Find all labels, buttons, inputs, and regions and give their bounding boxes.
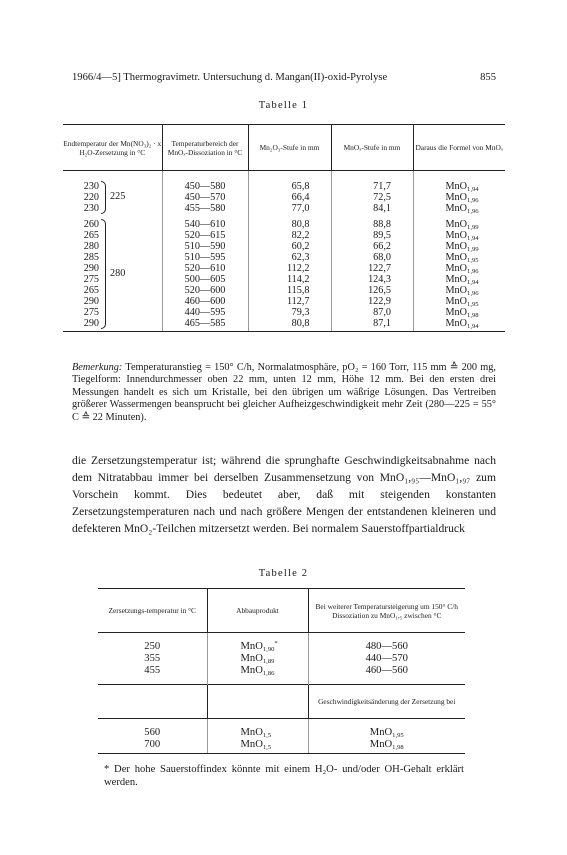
formula-base: MnO — [240, 640, 263, 652]
table-row — [63, 307, 505, 318]
rate-change-cell — [308, 739, 465, 754]
end-temp-cell — [63, 318, 162, 332]
table-row — [98, 665, 465, 677]
table2-spacer — [98, 719, 465, 727]
product-formula — [208, 653, 275, 665]
mn2o3-cell — [248, 181, 331, 192]
table-row — [63, 230, 505, 241]
table1-header-row — [63, 125, 505, 171]
table1-header-end-temp: Endtemperatur der Mn(NO₃)₂ · x H₂O-Zersetzung in °C — [63, 125, 162, 171]
mn2o3-value: 79,3 — [291, 306, 310, 318]
mnox-value: 71,7 — [373, 180, 391, 192]
mn2o3-cell — [248, 230, 331, 241]
mnox-value: 72,5 — [373, 191, 391, 203]
table2-spacer — [98, 633, 465, 641]
end-temp-cell — [63, 285, 162, 296]
range-cell: 500—605 — [162, 274, 248, 285]
table-row — [63, 274, 505, 285]
end-temp: 265 — [83, 229, 99, 241]
mnox-cell — [331, 274, 413, 285]
table2-subheader-row — [98, 685, 465, 719]
end-temp: 290 — [83, 317, 99, 329]
formula-base: MnO — [445, 240, 468, 252]
mnox-cell — [331, 296, 413, 307]
table1-note — [72, 362, 496, 424]
formula-base: MnO — [369, 726, 393, 738]
mnox-value: 124,3 — [368, 273, 391, 285]
table-row — [63, 181, 505, 192]
mnox-value: 87,1 — [373, 317, 391, 329]
formula-index: 1,99 — [467, 223, 479, 231]
dissociation-cell: 460—560 — [308, 665, 465, 677]
table-row — [63, 318, 505, 332]
mnox-cell — [331, 192, 413, 203]
table2-header-dissociation: Bei weiterer Temperatursteigerung um 150° C/h Dissoziation zu MnO₁,₅ zwischen °C — [308, 589, 465, 633]
range-cell: 510—595 — [162, 252, 248, 263]
table1-header-mnox: MnOₓ-Stufe in mm — [331, 125, 413, 171]
formula-base: MnO — [445, 202, 468, 214]
end-temp-cell — [63, 263, 162, 274]
formula-cell — [413, 263, 505, 274]
range-cell: 465—585 — [162, 318, 248, 332]
table-row — [63, 252, 505, 263]
range-cell: 455—580 — [162, 203, 248, 214]
formula-base: MnO — [445, 273, 468, 285]
table-row — [63, 285, 505, 296]
formula-cell — [413, 296, 505, 307]
end-temp: 230 — [83, 202, 99, 214]
mnox-cell — [331, 252, 413, 263]
end-temp-cell — [63, 252, 162, 263]
mn2o3-value: 60,2 — [291, 240, 310, 252]
range-cell: 450—580 — [162, 181, 248, 192]
range-cell: 520—610 — [162, 263, 248, 274]
mnox-value: 84,1 — [373, 202, 391, 214]
mn2o3-value: 62,3 — [291, 251, 310, 263]
formula-index: 1,94 — [467, 185, 479, 193]
end-temp: 290 — [83, 295, 99, 307]
formula-base: MnO — [445, 295, 468, 307]
group-temp: 280 — [110, 267, 126, 279]
mnox-cell — [331, 263, 413, 274]
formula-index: 1,5 — [262, 743, 272, 751]
mnox-cell — [331, 230, 413, 241]
mn2o3-value: 80,8 — [291, 218, 310, 230]
mn2o3-cell — [248, 203, 331, 214]
formula-base: MnO — [369, 738, 393, 750]
end-temp: 275 — [83, 306, 99, 318]
formula-index: 1,94 — [467, 234, 479, 242]
mnox-cell — [331, 241, 413, 252]
table-row — [63, 203, 505, 214]
mnox-cell — [331, 181, 413, 192]
end-temp-cell — [63, 241, 162, 252]
running-header — [72, 72, 496, 83]
formula-cell — [413, 181, 505, 192]
mn2o3-cell — [248, 219, 331, 230]
formula-base: MnO — [445, 229, 468, 241]
table2-header-product: Abbauprodukt — [207, 589, 308, 633]
formula-index: 1,95 — [392, 731, 404, 739]
mn2o3-value: 66,4 — [291, 191, 310, 203]
mn2o3-cell — [248, 241, 331, 252]
formula-cell — [413, 318, 505, 332]
table-row — [98, 641, 465, 653]
body-text — [72, 452, 496, 537]
formula-index: 1,96 — [467, 207, 479, 215]
mn2o3-value: 65,8 — [291, 180, 310, 192]
note-text: Temperaturanstieg = 150° C/h, Normalatmosphäre, pO₂ = 160 Torr, 115 mm ≙ 200 mg, Tiegelform: Innendurchmesser oben 22 mm, unten 12 mm, Höhe 12 mm. Bei den ersten drei Messungen handelt es sich um Kristalle, bei den übrigen um wäßrige Lösungen. Das Vertreiben größerer Wassermengen beansprucht bei gleicher Aufheizgeschwindigkeit mehr Zeit (280—225 = 55° C ≙ 22 Minuten). — [72, 362, 496, 423]
mnox-cell — [331, 307, 413, 318]
range-cell: 450—570 — [162, 192, 248, 203]
temp-cell: 560 — [144, 726, 161, 738]
table1-caption: Tabelle 1 — [258, 100, 309, 111]
mnox-value: 68,0 — [373, 251, 391, 263]
table2-header-row — [98, 589, 465, 633]
mn2o3-cell — [248, 263, 331, 274]
mn2o3-cell — [248, 192, 331, 203]
table1-header-range: Temperaturbereich der MnOₓ-Dissoziation in °C — [162, 125, 248, 171]
formula-base: MnO — [445, 262, 468, 274]
temp-cell: 455 — [144, 664, 161, 676]
mnox-value: 66,2 — [373, 240, 391, 252]
formula-cell — [413, 241, 505, 252]
mn2o3-cell — [248, 252, 331, 263]
formula-base: MnO — [240, 738, 263, 750]
formula-cell — [413, 192, 505, 203]
footnote-mark: * — [274, 639, 278, 647]
mnox-value: 122,7 — [368, 262, 391, 274]
mn2o3-cell — [248, 285, 331, 296]
table-row — [98, 653, 465, 665]
table-row — [98, 739, 465, 754]
table1-header-mn2o3: Mn₂O₃-Stufe in mm — [248, 125, 331, 171]
mn2o3-value: 80,8 — [291, 317, 310, 329]
body-paragraph: die Zersetzungstemperatur ist; während die sprunghafte Geschwindigkeitsabnahme nach dem Nitratabbau immer bei derselben Zusammensetzung von MnO₁,₉₅—MnO₁,₉₇ zum Vorschein kommt. Dies bedeutet aber, daß mit steigenden konstanten Zersetzungstemperaturen nach und nach größere Mengen der entstandenen kleineren und defekteren MnO₂-Teilchen mitzersetzt werden. Bei normalem Sauerstoffpartialdruck — [72, 454, 496, 535]
range-cell: 460—600 — [162, 296, 248, 307]
formula-base: MnO — [445, 251, 468, 263]
mn2o3-value: 114,2 — [286, 273, 310, 285]
mn2o3-cell — [248, 274, 331, 285]
formula-base: MnO — [445, 218, 468, 230]
table1-spacer — [63, 171, 505, 181]
table-row — [63, 219, 505, 230]
formula-base: MnO — [445, 284, 468, 296]
mnox-cell — [331, 203, 413, 214]
product-cell — [207, 739, 308, 754]
temp-cell: 355 — [144, 652, 161, 664]
product-formula — [208, 665, 275, 677]
table-row — [63, 263, 505, 274]
formula-index: 1,96 — [467, 267, 479, 275]
empty-cell — [207, 685, 308, 719]
formula-cell — [413, 274, 505, 285]
end-temp: 260 — [83, 218, 99, 230]
table-row — [63, 296, 505, 307]
formula-index: 1,94 — [467, 322, 479, 330]
mn2o3-value: 77,0 — [291, 202, 310, 214]
end-temp: 275 — [83, 273, 99, 285]
mnox-value: 87,0 — [373, 306, 391, 318]
formula-index: 1,89 — [262, 657, 275, 665]
end-temp: 230 — [83, 180, 99, 192]
temp-cell: 250 — [144, 640, 161, 652]
product-cell — [207, 653, 308, 665]
table-row — [98, 727, 465, 739]
product-cell — [207, 665, 308, 677]
formula-index: 1,96 — [467, 289, 479, 297]
formula-base: MnO — [445, 306, 468, 318]
formula-index: 1,5 — [262, 731, 272, 739]
formula-cell — [413, 203, 505, 214]
mnox-value: 89,5 — [373, 229, 391, 241]
table1 — [63, 124, 505, 332]
formula-index: 1,95 — [467, 256, 479, 264]
range-cell: 520—600 — [162, 285, 248, 296]
formula-index: 1,86 — [262, 669, 275, 677]
formula-index: 1,99 — [467, 245, 479, 253]
end-temp-cell — [63, 274, 162, 285]
table2-header-temp: Zersetzungs-temperatur in °C — [98, 589, 207, 633]
formula-index: 1,94 — [467, 278, 479, 286]
table2-caption: Tabelle 2 — [258, 568, 309, 579]
mnox-value: 88,8 — [373, 218, 391, 230]
group-temp: 225 — [110, 191, 126, 202]
formula-base: MnO — [445, 191, 468, 203]
table1-header-formula: Daraus die Formel von MnOₓ — [413, 125, 505, 171]
formula-index: 1,96 — [467, 196, 479, 204]
note-label: Bemerkung: — [72, 362, 123, 373]
mn2o3-cell — [248, 318, 331, 332]
mnox-value: 122,9 — [368, 295, 391, 307]
formula-index: 1,98 — [392, 743, 404, 751]
mn2o3-value: 112,2 — [286, 262, 310, 274]
mnox-cell — [331, 285, 413, 296]
end-temp: 220 — [83, 191, 99, 203]
formula-cell — [413, 230, 505, 241]
formula-index: 1,98 — [467, 311, 479, 319]
end-temp-cell — [63, 307, 162, 318]
mn2o3-value: 82,2 — [291, 229, 310, 241]
product-formula — [208, 727, 272, 739]
mnox-value: 126,5 — [368, 284, 391, 296]
mnox-cell — [331, 219, 413, 230]
formula-base: MnO — [445, 317, 468, 329]
range-cell: 440—595 — [162, 307, 248, 318]
empty-cell — [98, 685, 207, 719]
formula-base: MnO — [240, 726, 263, 738]
range-cell: 510—590 — [162, 241, 248, 252]
page-number: 855 — [480, 72, 496, 83]
formula-cell — [413, 285, 505, 296]
end-temp: 265 — [83, 284, 99, 296]
dissociation-cell: 440—570 — [308, 653, 465, 665]
formula-index: 1,95 — [467, 300, 479, 308]
end-temp-cell — [63, 203, 162, 214]
dissociation-cell: 480—560 — [308, 641, 465, 653]
end-temp-cell — [63, 192, 162, 203]
table2 — [98, 588, 465, 754]
formula-index: 1,90 — [262, 645, 275, 653]
rate-change-cell — [308, 727, 465, 739]
end-temp: 290 — [83, 262, 99, 274]
formula-base: MnO — [240, 664, 263, 676]
mn2o3-value: 112,7 — [286, 295, 310, 307]
range-cell: 540—610 — [162, 219, 248, 230]
product-cell — [207, 727, 308, 739]
formula-base: MnO — [445, 180, 468, 192]
temp-cell: 700 — [98, 739, 207, 754]
table-row — [63, 192, 505, 203]
formula-cell — [413, 307, 505, 318]
table2-subheader: Geschwindigkeitsänderung der Zersetzung bei — [308, 685, 465, 719]
table2-footnote: * Der hohe Sauerstoffindex könnte mit einem H₂O- und/oder OH-Gehalt erklärt werden. — [104, 764, 464, 788]
mn2o3-cell — [248, 307, 331, 318]
table2-spacer — [98, 677, 465, 685]
end-temp-cell — [63, 296, 162, 307]
product-cell — [207, 641, 308, 653]
formula-cell — [413, 219, 505, 230]
formula-cell — [413, 252, 505, 263]
formula-base: MnO — [240, 652, 263, 664]
product-formula — [208, 641, 278, 653]
table-row — [63, 241, 505, 252]
range-cell: 520—615 — [162, 230, 248, 241]
mnox-cell — [331, 318, 413, 332]
mn2o3-value: 115,8 — [286, 284, 310, 296]
mn2o3-cell — [248, 296, 331, 307]
end-temp: 285 — [83, 251, 99, 263]
end-temp-cell — [63, 230, 162, 241]
product-formula — [208, 739, 272, 751]
header-title: 1966/4—5] Thermogravimetr. Untersuchung d. Mangan(II)-oxid-Pyrolyse — [72, 72, 388, 83]
end-temp: 280 — [83, 240, 99, 252]
